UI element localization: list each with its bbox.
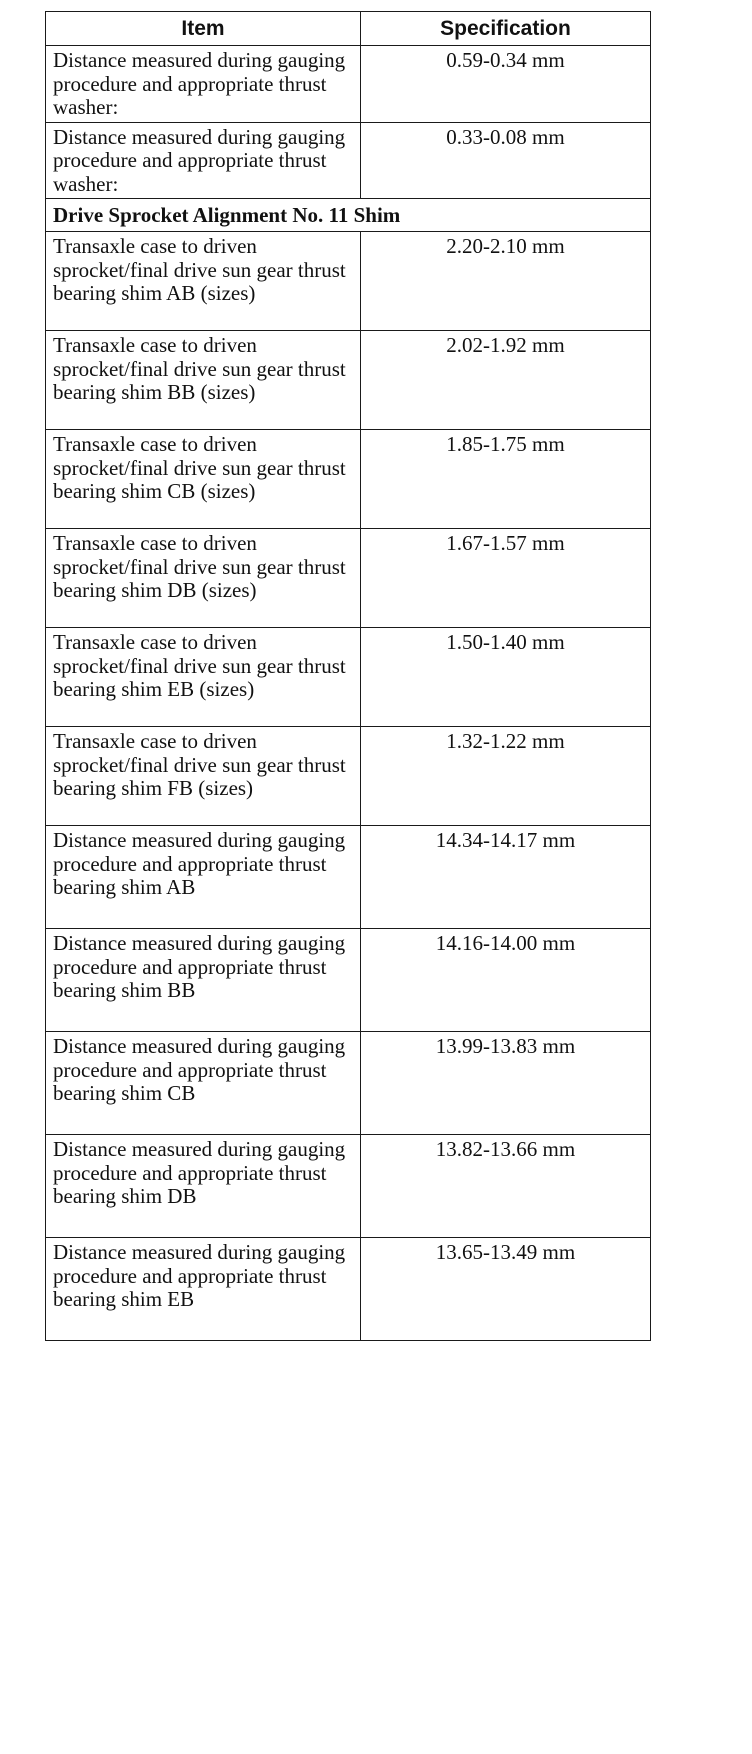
item-cell: Distance measured during gauging procedure and appropriate thrust bearing shim EB — [46, 1238, 361, 1341]
item-cell: Distance measured during gauging procedure and appropriate thrust bearing shim BB — [46, 929, 361, 1032]
item-cell: Transaxle case to driven sprocket/final drive sun gear thrust bearing shim CB (sizes) — [46, 430, 361, 529]
spec-cell: 0.59-0.34 mm — [361, 46, 651, 123]
spec-cell: 0.33-0.08 mm — [361, 122, 651, 199]
table-row — [46, 628, 651, 727]
table-row — [46, 1032, 651, 1135]
item-cell: Transaxle case to driven sprocket/final drive sun gear thrust bearing shim AB (sizes) — [46, 232, 361, 331]
table-row — [46, 529, 651, 628]
section-title: Drive Sprocket Alignment No. 11 Shim — [46, 199, 651, 232]
section-header-row — [46, 199, 651, 232]
table-row — [46, 430, 651, 529]
item-cell: Distance measured during gauging procedure and appropriate thrust bearing shim DB — [46, 1135, 361, 1238]
spec-cell: 13.82-13.66 mm — [361, 1135, 651, 1238]
table-row — [46, 826, 651, 929]
spec-cell: 2.02-1.92 mm — [361, 331, 651, 430]
spec-cell: 14.16-14.00 mm — [361, 929, 651, 1032]
item-cell: Transaxle case to driven sprocket/final drive sun gear thrust bearing shim DB (sizes) — [46, 529, 361, 628]
column-header-item: Item — [46, 12, 361, 46]
spec-cell: 13.65-13.49 mm — [361, 1238, 651, 1341]
table-row — [46, 929, 651, 1032]
table-row — [46, 1238, 651, 1341]
spec-cell: 1.85-1.75 mm — [361, 430, 651, 529]
table-row — [46, 122, 651, 199]
spec-cell: 1.32-1.22 mm — [361, 727, 651, 826]
table-row — [46, 232, 651, 331]
item-cell: Transaxle case to driven sprocket/final drive sun gear thrust bearing shim EB (sizes) — [46, 628, 361, 727]
column-header-specification: Specification — [361, 12, 651, 46]
item-cell: Distance measured during gauging procedure and appropriate thrust washer: — [46, 122, 361, 199]
table-row — [46, 1135, 651, 1238]
item-cell: Transaxle case to driven sprocket/final drive sun gear thrust bearing shim BB (sizes) — [46, 331, 361, 430]
item-cell: Transaxle case to driven sprocket/final drive sun gear thrust bearing shim FB (sizes) — [46, 727, 361, 826]
spec-cell: 1.50-1.40 mm — [361, 628, 651, 727]
spec-cell: 13.99-13.83 mm — [361, 1032, 651, 1135]
table-row — [46, 331, 651, 430]
item-cell: Distance measured during gauging procedure and appropriate thrust bearing shim CB — [46, 1032, 361, 1135]
spec-cell: 14.34-14.17 mm — [361, 826, 651, 929]
specification-table — [45, 11, 651, 1341]
spec-cell: 2.20-2.10 mm — [361, 232, 651, 331]
spec-cell: 1.67-1.57 mm — [361, 529, 651, 628]
table-row — [46, 46, 651, 123]
table-row — [46, 727, 651, 826]
table-header-row — [46, 12, 651, 46]
item-cell: Distance measured during gauging procedure and appropriate thrust bearing shim AB — [46, 826, 361, 929]
item-cell: Distance measured during gauging procedure and appropriate thrust washer: — [46, 46, 361, 123]
